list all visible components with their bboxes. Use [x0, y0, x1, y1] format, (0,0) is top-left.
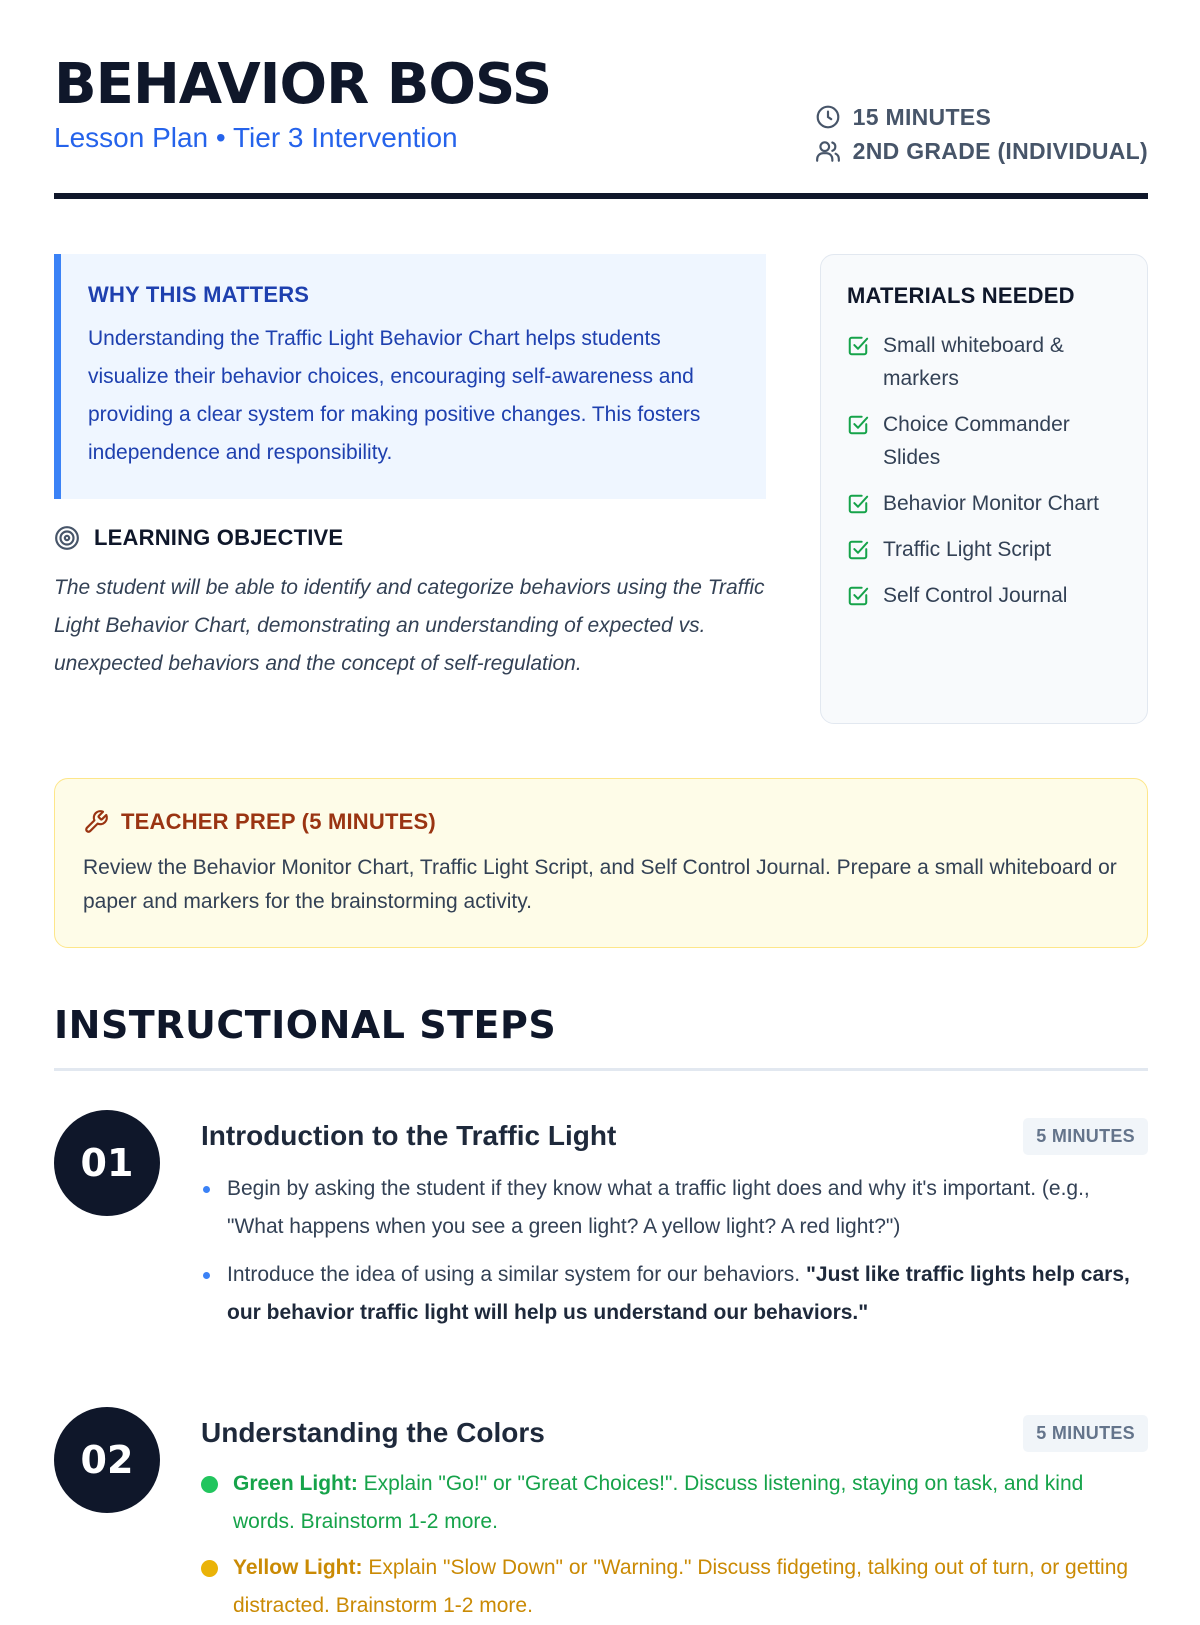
why-heading: WHY THIS MATTERS: [88, 282, 310, 307]
bullet-text: Introduce the idea of using a similar system for our behaviors.: [227, 1263, 806, 1286]
check-square-icon: [847, 539, 869, 561]
step-body: [201, 1110, 1148, 1332]
why-this-matters-card: [54, 254, 766, 499]
step-body: [201, 1407, 1148, 1625]
prep-heading: TEACHER PREP (5 MINUTES): [121, 809, 436, 834]
duration-row: [815, 100, 1148, 134]
lesson-title: BEHAVIOR BOSS: [54, 52, 552, 117]
step-duration-badge: 5 MINUTES: [1023, 1415, 1148, 1452]
grade-row: [815, 134, 1148, 168]
wrench-icon: [83, 809, 109, 835]
material-item: [847, 329, 1121, 395]
yellow-dot-icon: [201, 1560, 218, 1577]
material-item: [847, 533, 1121, 566]
why-text: Understanding the Traffic Light Behavior Chart helps students visualize their behavior choices, encouraging self-awareness and providing a clear system for making positive changes. This fosters independence and responsibility.: [88, 327, 701, 464]
step-bullet: [201, 1256, 1148, 1332]
material-item: [847, 408, 1121, 474]
check-square-icon: [847, 335, 869, 357]
color-label: Green Light:: [233, 1472, 358, 1495]
step-duration-badge: 5 MINUTES: [1023, 1118, 1148, 1155]
target-icon: [54, 525, 80, 551]
step-bullet: [201, 1170, 1148, 1246]
material-label: Behavior Monitor Chart: [883, 492, 1099, 515]
material-item: [847, 579, 1121, 612]
objective-header: [54, 525, 766, 551]
yellow-light-item: [201, 1549, 1148, 1625]
objective-heading: LEARNING OBJECTIVE: [94, 525, 344, 550]
learning-objective-section: [54, 525, 766, 683]
lesson-header: [54, 50, 1148, 200]
lesson-subtitle: Lesson Plan • Tier 3 Intervention: [54, 122, 458, 153]
step-title: Introduction to the Traffic Light: [201, 1120, 617, 1151]
material-item: [847, 487, 1121, 520]
lesson-meta: [815, 100, 1148, 168]
clock-icon: [815, 104, 841, 130]
material-label: Self Control Journal: [883, 584, 1068, 607]
step-number: 01: [54, 1110, 160, 1216]
grade-label: 2ND GRADE (INDIVIDUAL): [852, 137, 1148, 164]
bullet-text: Begin by asking the student if they know what a traffic light does and why it's important. (e.g., "What happens when you see a green light? A yellow light? A red light?"): [227, 1177, 1090, 1238]
materials-card: [820, 254, 1148, 724]
steps-heading: INSTRUCTIONAL STEPS: [54, 1003, 557, 1047]
material-label: Small whiteboard & markers: [883, 334, 1064, 390]
objective-text: The student will be able to identify and categorize behaviors using the Traffic Light Behavior Chart, demonstrating an understanding of expected vs. unexpected behaviors and the concept of self-regulation.: [54, 576, 765, 675]
duration-label: 15 MINUTES: [852, 103, 992, 130]
color-text: Explain "Slow Down" or "Warning." Discuss fidgeting, talking out of turn, or getting distracted. Brainstorm 1-2 more.: [233, 1556, 1129, 1617]
green-dot-icon: [201, 1476, 218, 1493]
teacher-prep-card: [54, 778, 1148, 948]
step-number: 02: [54, 1407, 160, 1513]
prep-text: Review the Behavior Monitor Chart, Traffic Light Script, and Self Control Journal. Prepare a small whiteboard or paper and markers for the brainstorming activity.: [83, 856, 1117, 913]
check-square-icon: [847, 414, 869, 436]
users-icon: [815, 138, 841, 164]
prep-header: [83, 809, 1119, 835]
steps-divider: [54, 1068, 1148, 1071]
green-light-item: [201, 1465, 1148, 1541]
header-divider: [54, 193, 1148, 199]
material-label: Choice Commander Slides: [883, 413, 1070, 469]
check-square-icon: [847, 585, 869, 607]
check-square-icon: [847, 493, 869, 515]
color-label: Yellow Light:: [233, 1556, 363, 1579]
materials-heading: MATERIALS NEEDED: [847, 283, 1075, 308]
step-title: Understanding the Colors: [201, 1417, 545, 1448]
color-text: Explain "Go!" or "Great Choices!". Discuss listening, staying on task, and kind words. Brainstorm 1-2 more.: [233, 1472, 1084, 1533]
material-label: Traffic Light Script: [883, 538, 1052, 561]
bullet-emphasis: "Just like traffic lights help cars, our behavior traffic light will help us understand our behaviors.": [227, 1263, 1130, 1324]
